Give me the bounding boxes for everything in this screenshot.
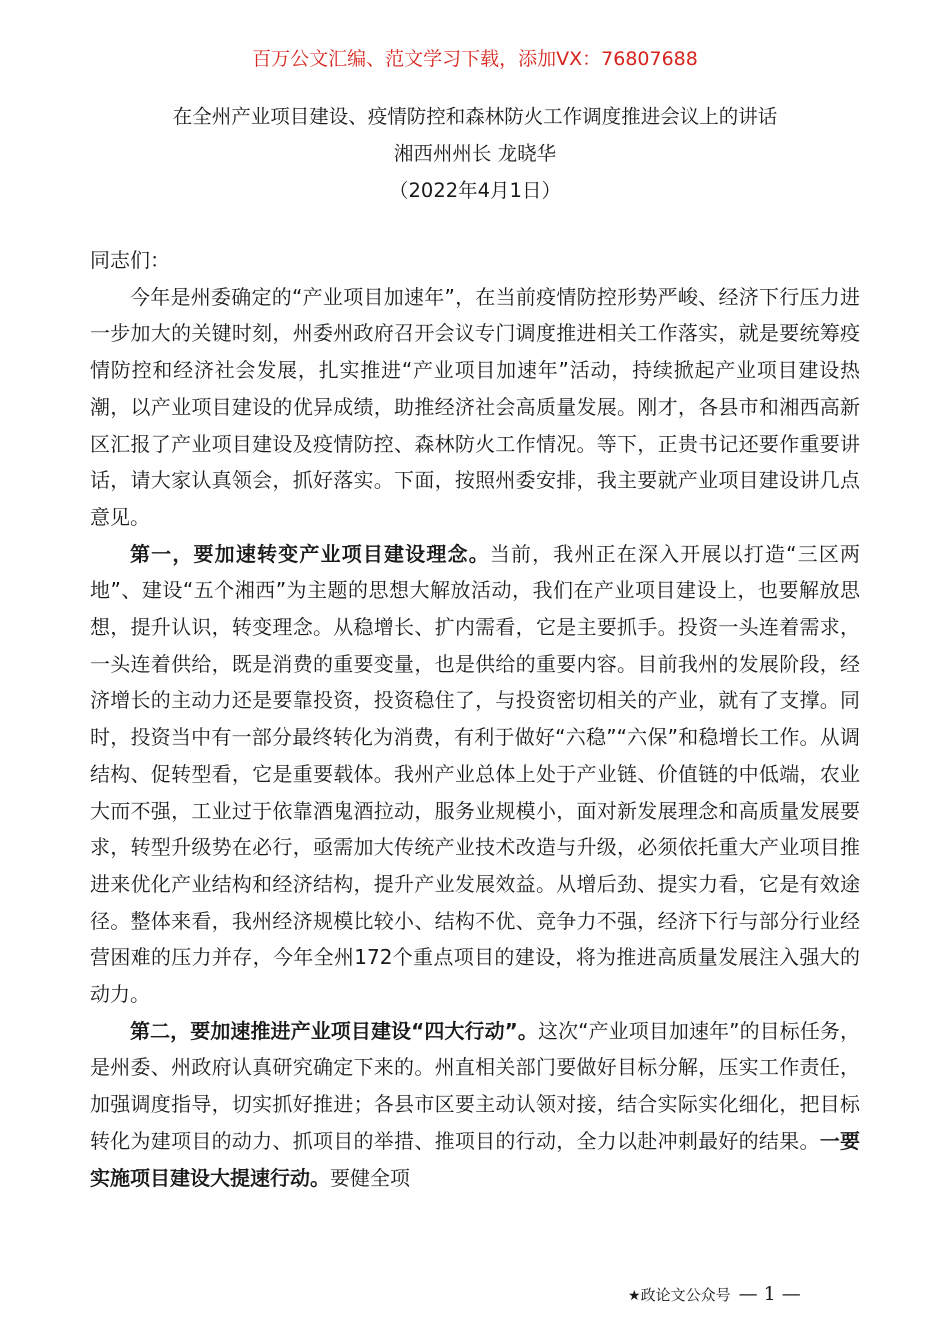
- first-point-heading: 第一，要加速转变产业项目建设理念。: [130, 541, 490, 566]
- second-point-text: 这次“产业项目加速年”的目标任务，是州委、州政府认真研究确定下来的。州直相关部门要做好目标分解，压实工作责任，加强调度指导，切实抓好推进；各县市区要主动认领对接，结合实际实化细化，把目标转化为建项目的动力、抓项目的举措、推项目的行动，全力以赴冲刺最好的结果。: [90, 1018, 860, 1153]
- document-title: 在全州产业项目建设、疫情防控和森林防火工作调度推进会议上的讲话: [172, 105, 778, 128]
- page-footer: [628, 1282, 801, 1308]
- sub-point-heading: 一要实施项目建设大提速行动。: [90, 1128, 861, 1190]
- document-title-block: [0, 98, 950, 209]
- paragraph-first-point: [90, 536, 860, 1013]
- speech-date: （2022年4月1日）: [389, 179, 561, 202]
- paragraph-second-point: [90, 1013, 860, 1197]
- speaker-line: 湘西州州长 龙晓华: [393, 142, 557, 165]
- salutation: 同志们：: [90, 248, 170, 272]
- sub-point-text: 要健全项: [330, 1165, 410, 1190]
- first-point-text: 当前，我州正在深入开展以打造“三区两地”、建设“五个湘西”为主题的思想大解放活动，我们在产业项目建设上，也要解放思想，提升认识，转变理念。从稳增长、扩内需看，它是主要抓手。投资一头连着需求，一头连着供给，既是消费的重要变量，也是供给的重要内容。目前我州的发展阶段，经济增长的主动力还是要靠投资，投资稳住了，与投资密切相关的产业，就有了支撑。同时，投资当中有一部分最终转化为消费，有利于做好“六稳”“六保”和稳增长工作。从调结构、促转型看，它是重要载体。我州产业总体上处于产业链、价值链的中低端，农业大而不强，工业过于依靠酒鬼酒拉动，服务业规模小，面对新发展理念和高质量发展要求，转型升级势在必行，亟需加大传统产业技术改造与升级，必须依托重大产业项目推进来优化产业结构和经济结构，提升产业发展效益。从增后劲、提实力看，它是有效途径。整体来看，我州经济规模比较小、结构不优、竞争力不强，经济下行与部分行业经营困难的压力并存，今年全州172个重点项目的建设，将为推进高质量发展注入强大的动力。: [90, 541, 860, 1007]
- footer-source: 政论文公众号: [640, 1286, 731, 1304]
- document-body: [90, 242, 860, 1196]
- paragraph-intro: 今年是州委确定的“产业项目加速年”，在当前疫情防控形势严峻、经济下行压力进一步加大的关键时刻，州委州政府召开会议专门调度推进相关工作落实，就是要统筹疫情防控和经济社会发展，扎实推进“产业项目加速年”活动，持续掀起产业项目建设热潮，以产业项目建设的优异成绩，助推经济社会高质量发展。刚才，各县市和湘西高新区汇报了产业项目建设及疫情防控、森林防火工作情况。等下，正贵书记还要作重要讲话，请大家认真领会，抓好落实。下面，按照州委安排，我主要就产业项目建设讲几点意见。: [90, 284, 860, 529]
- second-point-heading: 第二，要加速推进产业项目建设“四大行动”。: [130, 1018, 538, 1043]
- page-number: — 1 —: [738, 1283, 801, 1305]
- star-icon: ★: [628, 1288, 641, 1304]
- download-banner: 百万公文汇编、范文学习下载，添加VX：76807688: [252, 48, 698, 70]
